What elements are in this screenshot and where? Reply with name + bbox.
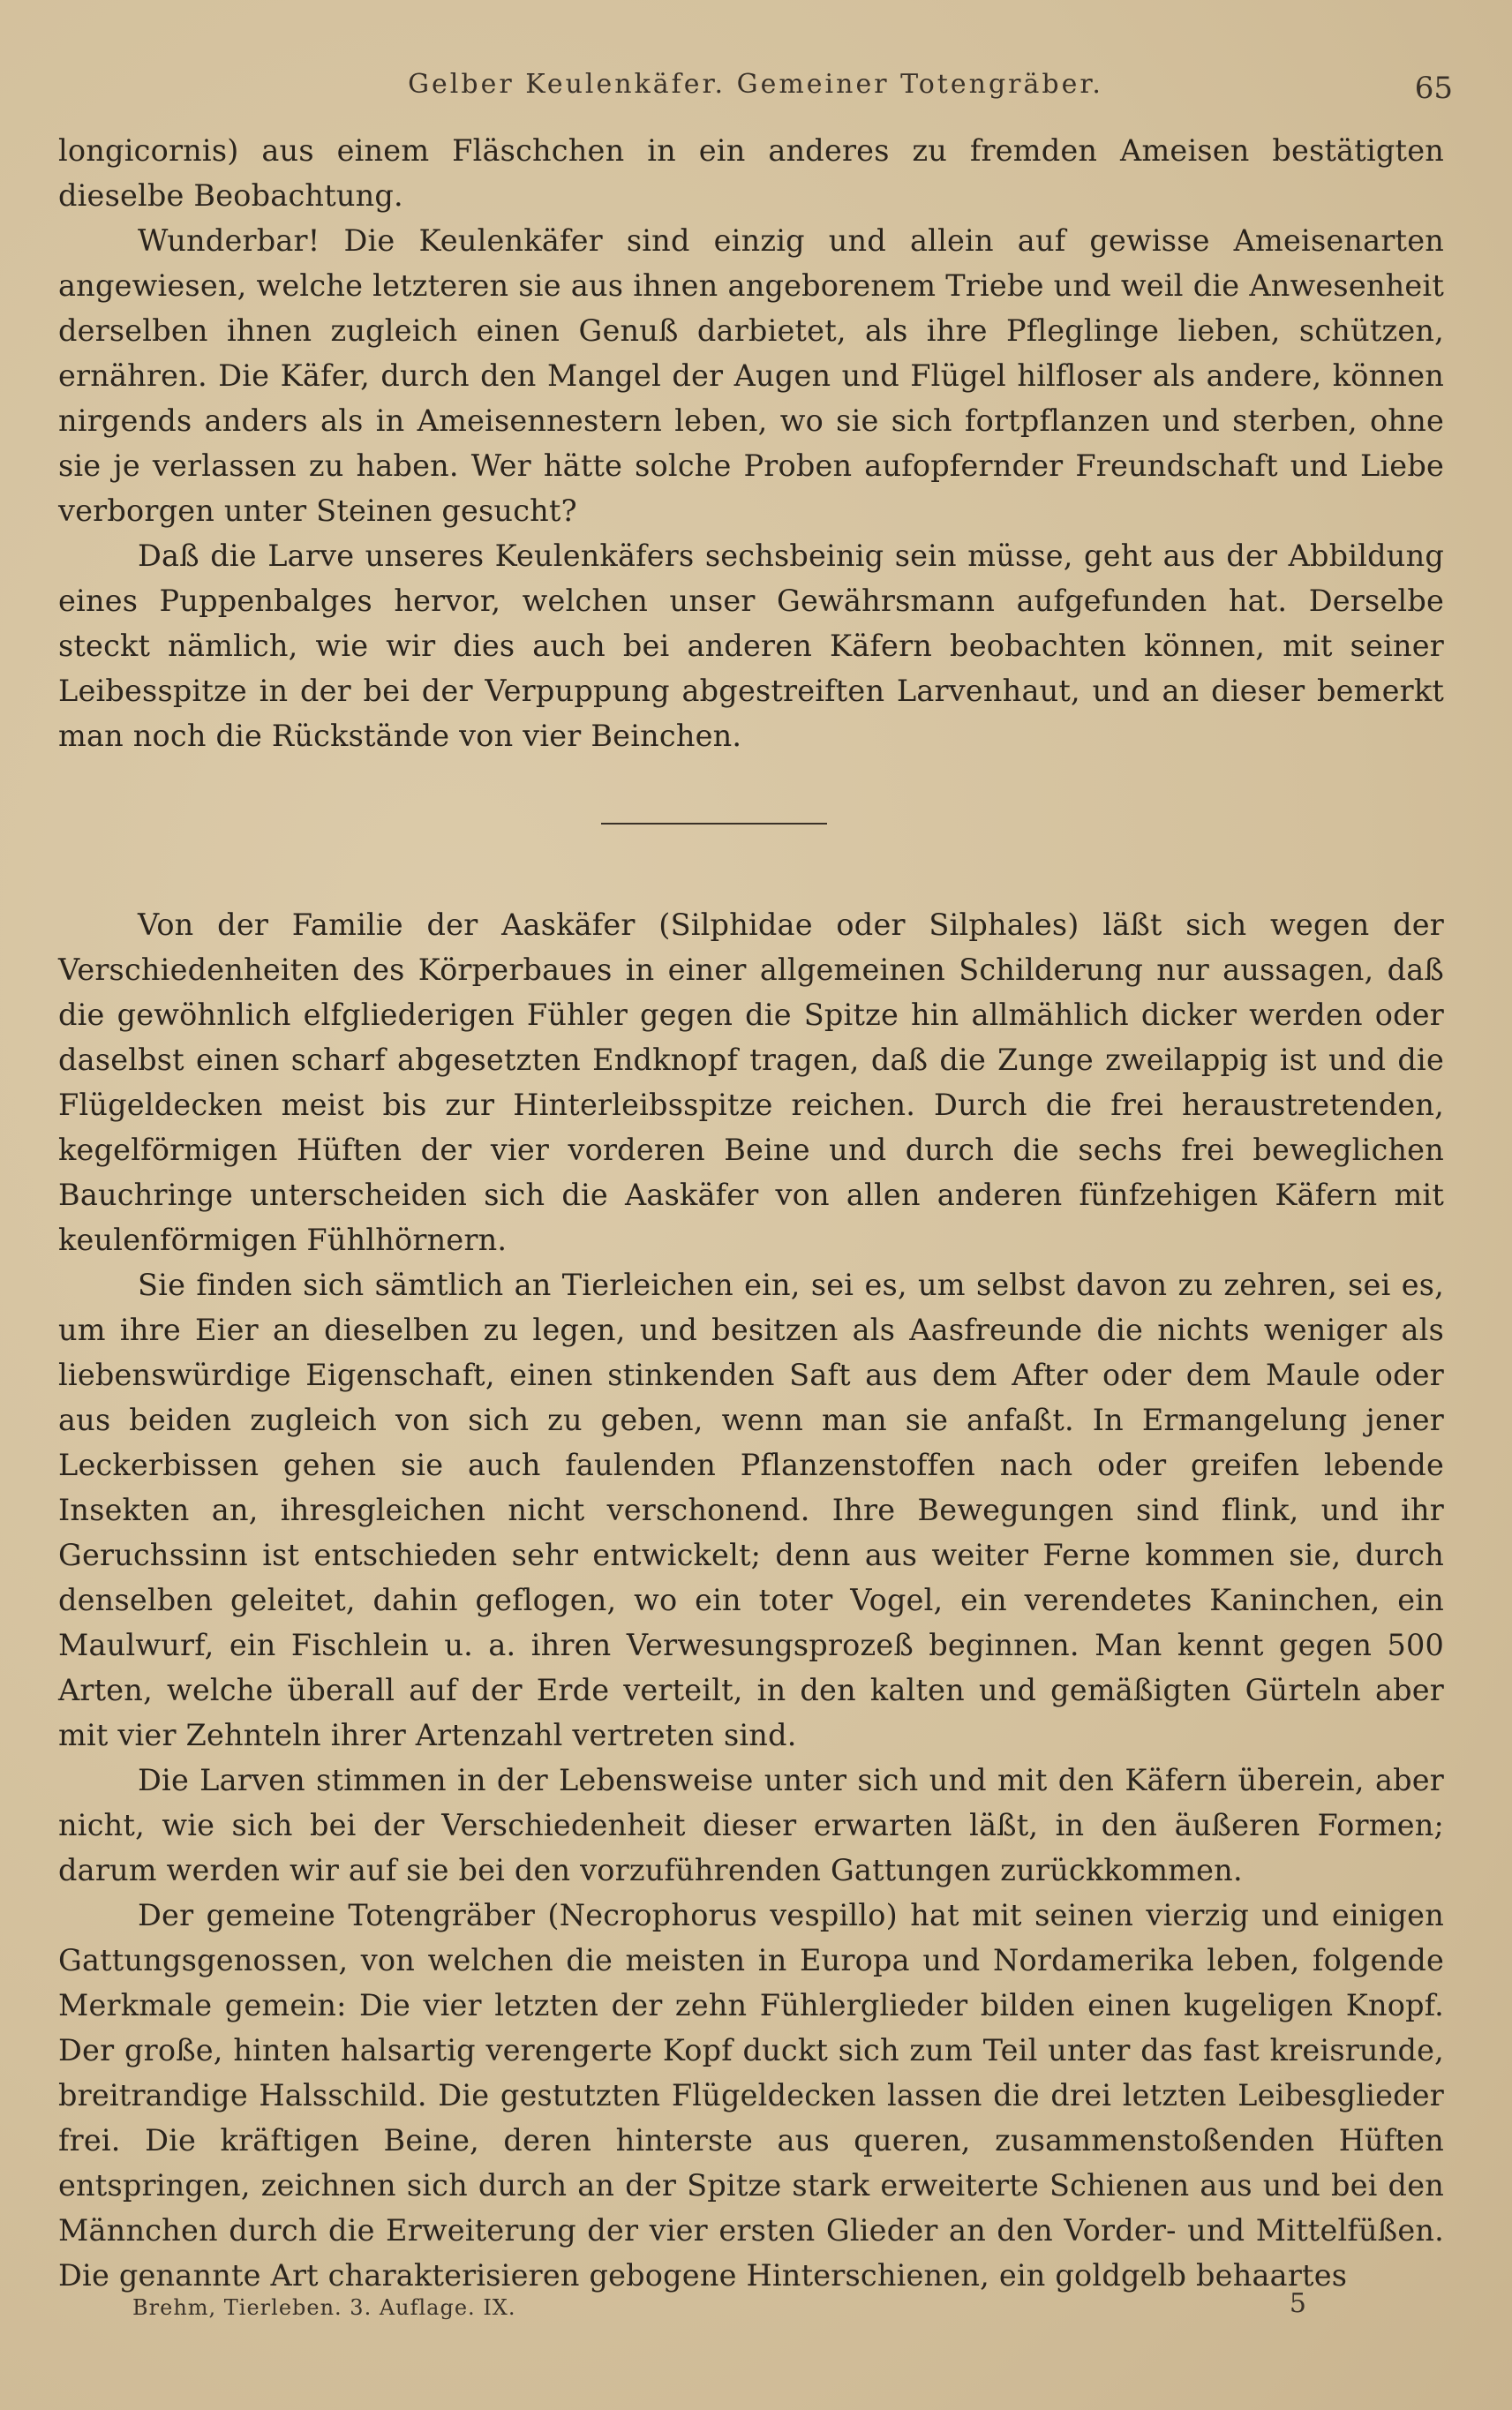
section-aaskaefer [58,902,1444,2298]
running-head [58,69,1453,113]
paragraph: Daß die Larve unseres Keulenkäfers sechsbeinig sein müsse, geht aus der Abbildung eines Puppenbalges hervor, welchen unser Gewährsmann aufgefunden hat. Derselbe steckt nämlich, wie wir dies auch bei anderen Käfern beobachten können, mit seiner Leibesspitze in der bei der Verpuppung abgestreiften Larvenhaut, und an dieser bemerkt man noch die Rückstände von vier Beinchen. [58,538,1444,753]
page-number: 65 [1414,71,1453,106]
sheet-signature: Brehm, Tierleben. 3. Auflage. IX. [132,2295,516,2320]
paragraph: Von der Familie der Aaskäfer (Silphidae oder Silphales) läßt sich wegen der Verschiedenheiten des Körperbaues in einer allgemeinen Schilderung nur aussagen, daß die gewöhnlich elfgliederigen Fühler gegen die Spitze hin allmählich dicker werden oder daselbst einen scharf abgesetzten Endknopf tragen, daß die Zunge zweilappig ist und die Flügeldecken meist bis zur Hinterleibsspitze reichen. Durch die frei heraustretenden, kegelförmigen Hüften der vier vorderen Beine und durch die sechs frei beweglichen Bauchringe unterscheiden sich die Aaskäfer von allen anderen fünfzehigen Käfern mit keulenförmigen Fühlhörnern. [58,908,1444,1257]
paragraph: Die Larven stimmen in der Lebensweise unter sich und mit den Käfern überein, aber nicht, wie sich bei der Verschiedenheit dieser erwarten läßt, in den äußeren Formen; darum werden wir auf sie bei den vorzuführenden Gattungen zurückkommen. [58,1763,1444,1887]
paragraph: Sie finden sich sämtlich an Tierleichen ein, sei es, um selbst davon zu zehren, sei es, um ihre Eier an dieselben zu legen, und besitzen als Aasfreunde die nichts weniger als liebenswürdige Eigenschaft, einen stinkenden Saft aus dem After oder dem Maule oder aus beiden zugleich von sich zu geben, wenn man sie anfaßt. In Ermangelung jener Leckerbissen gehen sie auch faulenden Pflanzenstoffen nach oder greifen lebende Insekten an, ihresgleichen nicht verschonend. Ihre Bewegungen sind flink, und ihr Geruchssinn ist entschieden sehr entwickelt; denn aus weiter Ferne kommen sie, durch denselben geleitet, dahin geflogen, wo ein toter Vogel, ein verendetes Kaninchen, ein Maulwurf, ein Fischlein u. a. ihren Verwesungsprozeß beginnen. Man kennt gegen 500 Arten, welche überall auf der Erde verteilt, in den kalten und gemäßigten Gürteln aber mit vier Zehnteln ihrer Artenzahl vertreten sind. [58,1268,1444,1752]
sheet-number: 5 [1289,2288,1306,2319]
paragraph: Wunderbar! Die Keulenkäfer sind einzig und allein auf gewisse Ameisenarten angewiesen, welche letzteren sie aus ihnen angeborenem Triebe und weil die Anwesenheit derselben ihnen zugleich einen Genuß darbietet, als ihre Pfleglinge lieben, schützen, ernähren. Die Käfer, durch den Mangel der Augen und Flügel hilfloser als andere, können nirgends anders als in Ameisennestern leben, wo sie sich fortpflanzen und sterben, ohne sie je verlassen zu haben. Wer hätte solche Proben aufopfernder Freundschaft und Liebe verborgen unter Steinen gesucht? [58,223,1444,528]
running-title: Gelber Keulenkäfer. Gemeiner Totengräber. [408,69,1103,100]
footer [132,2288,1306,2331]
section-keulenkaefer [58,128,1444,758]
paragraph: Der gemeine Totengräber (Necrophorus vespillo) hat mit seinen vierzig und einigen Gattungsgenossen, von welchen die meisten in Europa und Nordamerika leben, folgende Merkmale gemein: Die vier letzten der zehn Fühlerglieder bilden einen kugeligen Knopf. Der große, hinten halsartig verengerte Kopf duckt sich zum Teil unter das fast kreisrunde, breitrandige Halsschild. Die gestutzten Flügeldecken lassen die drei letzten Leibesglieder frei. Die kräftigen Beine, deren hinterste aus queren, zusammenstoßenden Hüften entspringen, zeichnen sich durch an der Spitze stark erweiterte Schienen aus und bei den Männchen durch die Erweiterung der vier ersten Glieder an den Vorder- und Mittelfüßen. Die genannte Art charakterisieren gebogene Hinterschienen, ein goldgelb behaartes [58,1898,1444,2293]
paragraph: longicornis) aus einem Fläschchen in ein anderes zu fremden Ameisen bestätigten dieselbe Beobachtung. [58,133,1444,213]
section-divider [601,823,827,825]
